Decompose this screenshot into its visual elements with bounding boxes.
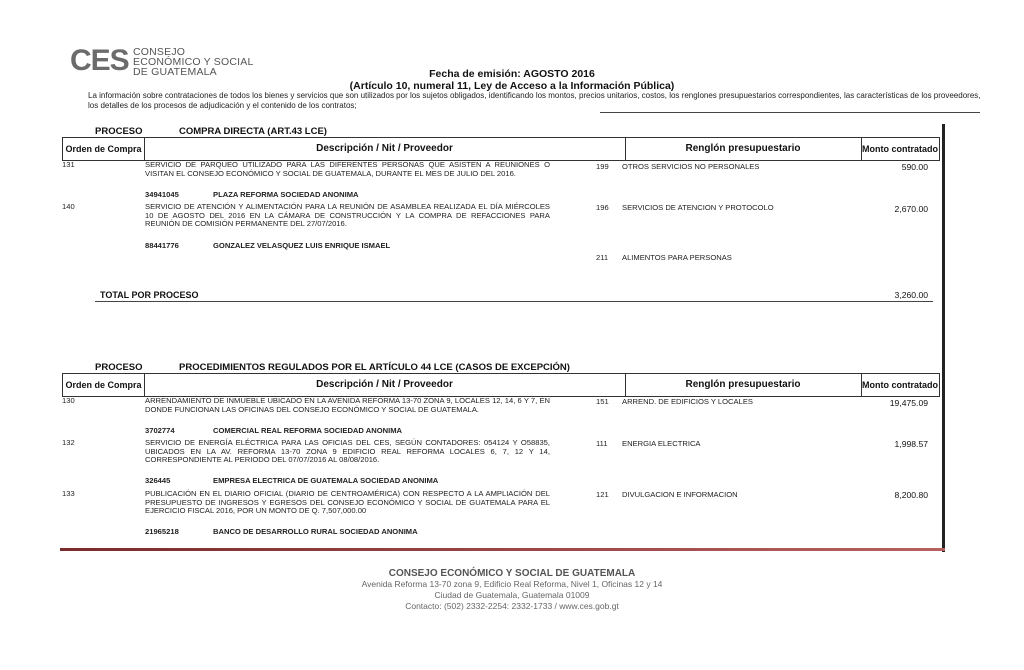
s2-row1-vendor: COMERCIAL REAL REFORMA SOCIEDAD ANONIMA — [213, 426, 403, 435]
s2-row1-nit: 3702774 — [145, 426, 175, 435]
col-orden: Orden de Compra — [63, 374, 145, 396]
s2-row2-monto: 1,998.57 — [894, 439, 928, 449]
logo-line-2: ECONÓMICO Y SOCIAL — [133, 56, 254, 68]
s2-row2-nit-vendor — [145, 477, 550, 486]
s2-row2-renglon: ENERGIA ELECTRICA — [622, 439, 701, 448]
footer-address: Avenida Reforma 13-70 zona 9, Edificio Real Reforma, Nivel 1, Oficinas 12 y 14 — [361, 579, 663, 589]
s2-row3-description: PUBLICACIÓN EN EL DIARIO OFICIAL (DIARIO DE CENTROAMÉRICA) CON RESPECTO A LA AMPLIACIÓN DEL PRESUPUESTO DE INGRESOS Y EGRESOS DEL CONSEJO ECONÓMICO Y SOCIAL DE GUATEMALA PARA EL EJERCICIO FISCAL 2016, POR UN MONTO DE Q. 7,507,000.00 — [145, 489, 550, 516]
col-renglon: Renglón presupuestario — [625, 374, 862, 396]
s1-row1-description: SERVICIO DE PARQUEO UTILIZADO PARA LAS DIFERENTES PERSONAS QUE ASISTEN A REUNIONES O VISITAN EL CONSEJO ECONÓMICO Y SOCIAL DE GUATEMALA, DURANTE EL MES DE JULIO DEL 2016. — [145, 160, 550, 178]
s2-row2-renglon-code: 111 — [596, 439, 608, 448]
s1-row2-renglon2-code: 211 — [596, 253, 609, 262]
s1-row2-nit-vendor — [145, 242, 550, 251]
s2-row3-renglon-code: 121 — [596, 490, 609, 499]
total-label: TOTAL POR PROCESO — [100, 290, 199, 300]
intro-paragraph: La información sobre contrataciones de todos los bienes y servicios que son utilizados por los sujetos obligados, identificando los montos, precios unitarios, costos, los renglones presupuestarios correspondientes, las características de los proveedores, los detalles de los procesos de adjudicación y el contenido de los contratos; — [88, 91, 981, 110]
s2-row1-description: ARRENDAMIENTO DE INMUEBLE UBICADO EN LA AVENIDA REFORMA 13-70 ZONA 9, LOCALES 12, 14, 6 Y 7, EN DONDE FUNCIONAN LAS OFICINAS DEL CONSEJO ECONÓMICO Y SOCIAL DE GUATEMALA. — [145, 396, 550, 414]
logo-abbreviation: CES — [70, 44, 129, 77]
header-rule — [600, 112, 980, 113]
s1-row2-vendor: GONZALEZ VELASQUEZ LUIS ENRIQUE ISMAEL — [213, 241, 391, 250]
footer-city: Ciudad de Guatemala, Guatemala 01009 — [434, 590, 590, 600]
s2-row3-vendor: BANCO DE DESARROLLO RURAL SOCIEDAD ANONIMA — [213, 527, 418, 536]
section1-table-header — [62, 137, 940, 161]
s1-row2-orden: 140 — [62, 202, 75, 211]
section1-label: PROCESO — [95, 126, 143, 137]
s2-row2-vendor: EMPRESA ELECTRICA DE GUATEMALA SOCIEDAD ANONIMA — [213, 476, 439, 485]
s1-row2-renglon-code: 196 — [596, 203, 609, 212]
s1-row2-description: SERVICIO DE ATENCIÓN Y ALIMENTACIÓN PARA LA REUNIÓN DE ASAMBLEA REALIZADA EL DÍA MIÉRCOLES 10 DE AGOSTO DEL 2016 EN LA CÁMARA DE CONSTRUCCIÓN Y LA COMPRA DE REFACCIONES PARA REUNIÓN DE COMISIÓN PERMANENTE DEL 27/07/2016. — [145, 202, 550, 229]
col-monto: Monto contratado — [862, 144, 938, 154]
issue-date: Fecha de emisión: AGOSTO 2016 — [429, 68, 595, 80]
total-amount: 3,260.00 — [894, 290, 928, 300]
s2-row1-nit-vendor — [145, 427, 550, 436]
total-rule — [95, 301, 933, 302]
section2-heading — [95, 362, 570, 373]
logo-line-1: CONSEJO — [133, 46, 186, 58]
right-border-bar — [942, 124, 945, 552]
footer-rule — [60, 548, 945, 551]
s1-row1-monto: 590.00 — [901, 162, 928, 172]
col-renglon: Renglón presupuestario — [625, 138, 862, 160]
footer-contact: Contacto: (502) 2332-2254: 2332-1733 / www.ces.gob.gt — [405, 601, 619, 611]
footer-org-name: CONSEJO ECONÓMICO Y SOCIAL DE GUATEMALA — [388, 568, 636, 579]
s1-row2-renglon2: ALIMENTOS PARA PERSONAS — [622, 253, 732, 262]
s1-row1-renglon: OTROS SERVICIOS NO PERSONALES — [622, 162, 760, 171]
s2-row1-orden: 130 — [62, 396, 75, 405]
s1-row2-nit: 88441776 — [145, 241, 179, 250]
s2-row2-orden: 132 — [62, 438, 75, 447]
col-monto: Monto contratado — [862, 380, 938, 390]
s2-row3-nit: 21965218 — [145, 527, 179, 536]
s2-row1-monto: 19,475.09 — [889, 398, 928, 408]
section2-label: PROCESO — [95, 362, 143, 373]
col-descripcion: Descripción / Nit / Proveedor — [144, 374, 626, 396]
col-descripcion: Descripción / Nit / Proveedor — [144, 138, 626, 160]
logo-line-3: DE GUATEMALA — [133, 66, 217, 78]
s2-row2-nit: 326445 — [145, 476, 171, 485]
footer — [0, 568, 1024, 612]
s1-row1-renglon-code: 199 — [596, 162, 609, 171]
s2-row2-description: SERVICIO DE ENERGÍA ELÉCTRICA PARA LAS OFICIAS DEL CES, SEGÚN CONTADORES: 054124 Y O58835, UBICADOS EN LA AV. REFORMA 13-70 ZONA 9 EDIFICIO REAL REFORMA LOCALES 6, 7, 12 Y 14, CORRESPONDIENTE AL PERIODO DEL 07/07/2016 AL 08/08/2016. — [145, 438, 550, 465]
section1-title: COMPRA DIRECTA (ART.43 LCE) — [179, 126, 327, 137]
s1-row1-nit: 34941045 — [145, 190, 179, 199]
s1-row2-renglon: SERVICIOS DE ATENCION Y PROTOCOLO — [622, 203, 774, 212]
section2-table-header — [62, 373, 940, 397]
s2-row3-monto: 8,200.80 — [894, 490, 928, 500]
s2-row1-renglon-code: 151 — [596, 397, 609, 406]
section1-heading — [95, 126, 327, 137]
s2-row3-renglon: DIVULGACION E INFORMACION — [622, 490, 738, 499]
section2-title: PROCEDIMIENTOS REGULADOS POR EL ARTÍCULO 44 LCE (CASOS DE EXCEPCIÓN) — [179, 362, 570, 373]
article-reference: (Artículo 10, numeral 11, Ley de Acceso a la Información Pública) — [349, 80, 675, 92]
s1-row1-vendor: PLAZA REFORMA SOCIEDAD ANONIMA — [213, 190, 359, 199]
s2-row3-orden: 133 — [62, 489, 75, 498]
s1-row1-nit-vendor — [145, 191, 550, 200]
s1-row1-orden: 131 — [62, 160, 75, 169]
s1-row2-monto: 2,670.00 — [894, 204, 928, 214]
s2-row1-renglon: ARREND. DE EDIFICIOS Y LOCALES — [622, 397, 753, 406]
s2-row3-nit-vendor — [145, 528, 550, 537]
col-orden: Orden de Compra — [63, 138, 145, 160]
